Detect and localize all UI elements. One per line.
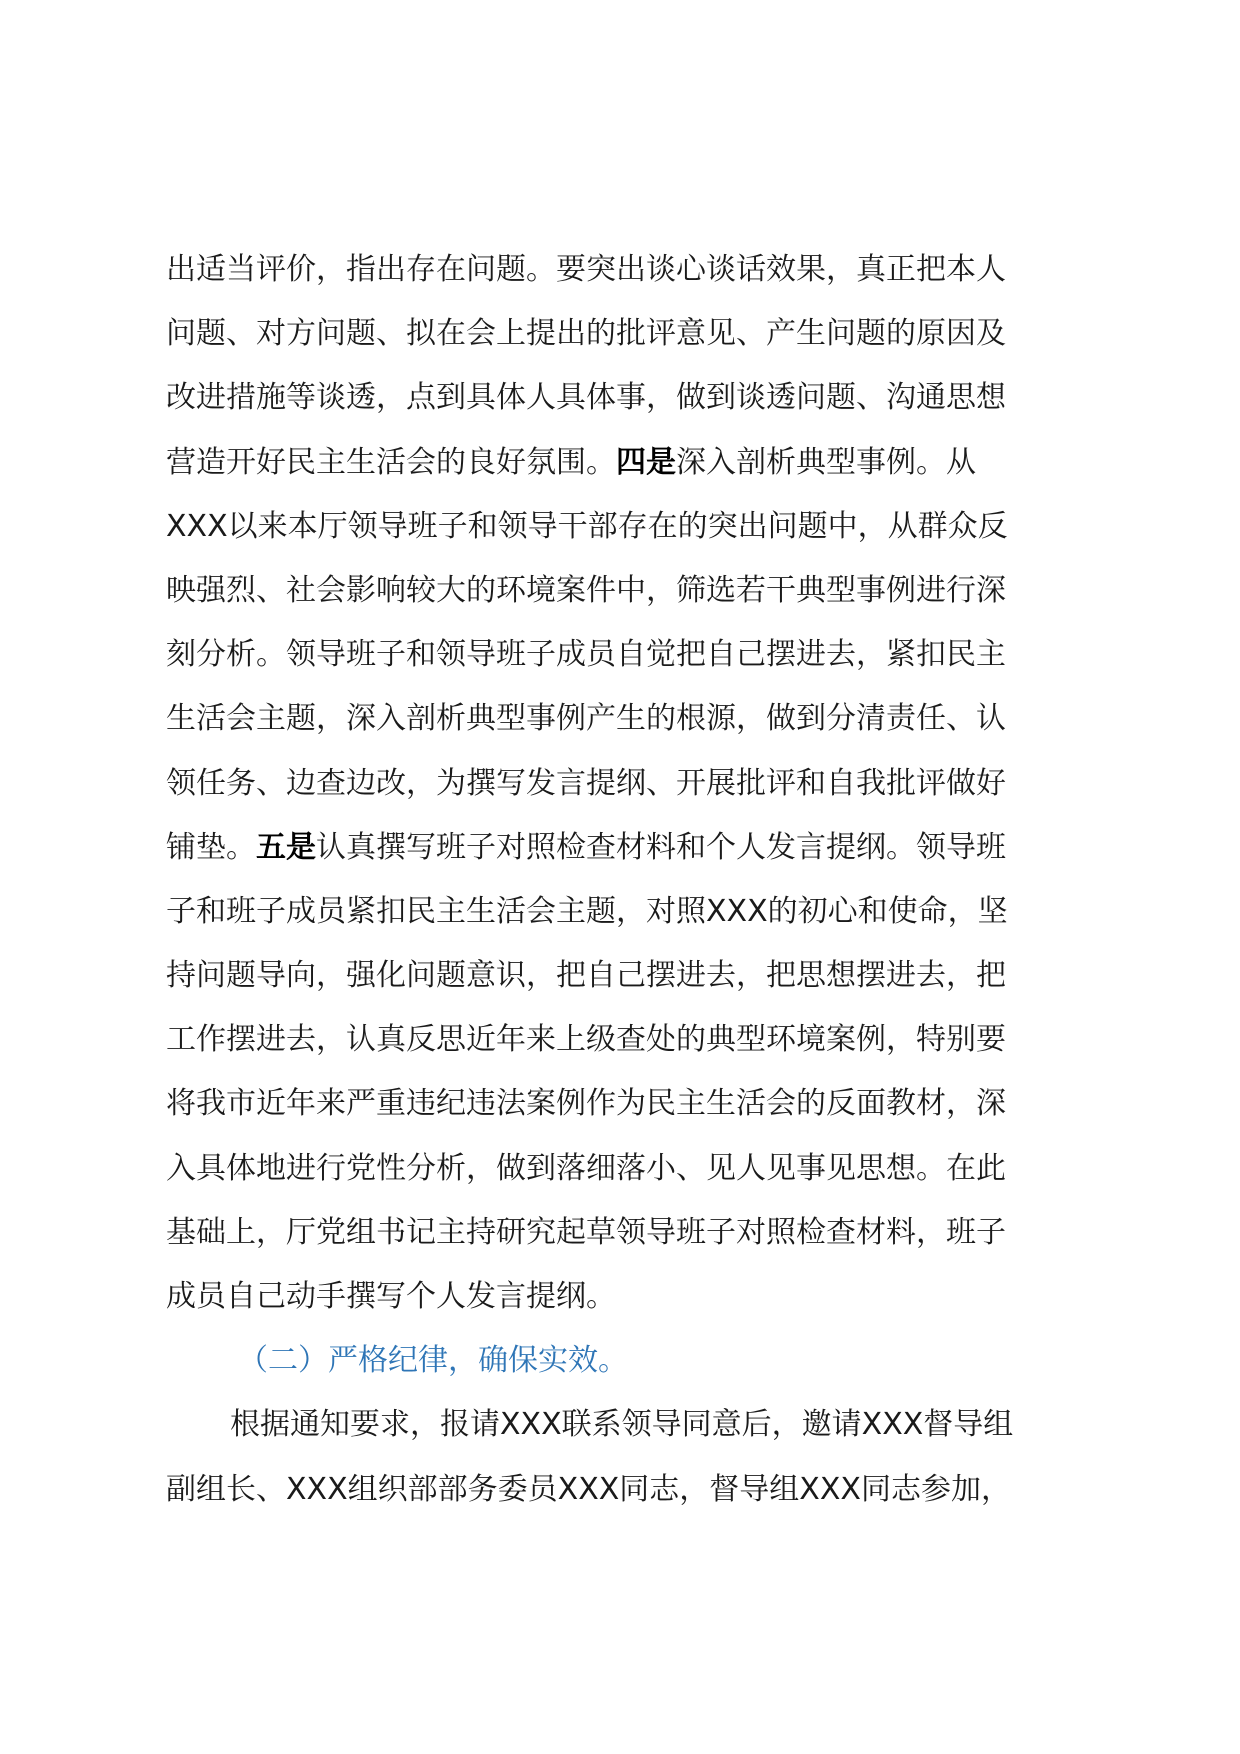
text-line: 问题、对方问题、拟在会上提出的批评意见、产生问题的原因及 — [166, 316, 1006, 352]
line-text: 铺垫。 — [166, 829, 256, 865]
emphasis-four: 四是 — [616, 444, 676, 480]
emphasis-five: 五是 — [256, 829, 316, 865]
text-line: 映强烈、社会影响较大的环境案件中，筛选若干典型事例进行深 — [166, 572, 1006, 608]
text-line: 副组长、XXX组织部部务委员XXX同志，督导组XXX同志参加， — [166, 1471, 1011, 1507]
text-line: 领任务、边查边改，为撰写发言提纲、开展批评和自我批评做好 — [166, 765, 1006, 801]
body-text — [166, 238, 1106, 1522]
line-text: 营造开好民主生活会的良好氛围。 — [166, 444, 616, 480]
text-line: XXX以来本厅领导班子和领导干部存在的突出问题中，从群众反 — [166, 508, 1008, 544]
line-text: 认真撰写班子对照检查材料和个人发言提纲。领导班 — [316, 829, 1006, 865]
text-line: 出适当评价，指出存在问题。要突出谈心谈话效果，真正把本人 — [166, 252, 1006, 287]
text-line: 基础上，厅党组书记主持研究起草领导班子对照检查材料，班子 — [166, 1214, 1006, 1250]
text-line — [166, 431, 1106, 495]
text-line: 成员自己动手撰写个人发言提纲。 — [166, 1279, 616, 1314]
text-line: 改进措施等谈透，点到具体人具体事，做到谈透问题、沟通思想 — [166, 380, 1006, 416]
section-heading: （二）严格纪律，确保实效。 — [238, 1343, 628, 1379]
text-line: 刻分析。领导班子和领导班子成员自觉把自己摆进去，紧扣民主 — [166, 637, 1006, 673]
text-line — [166, 816, 1106, 880]
text-line: 持问题导向，强化问题意识，把自己摆进去，把思想摆进去，把 — [166, 958, 1006, 994]
text-line: 工作摆进去，认真反思近年来上级查处的典型环境案例，特别要 — [166, 1022, 1006, 1058]
text-line: 将我市近年来严重违纪违法案例作为民主生活会的反面教材，深 — [166, 1086, 1006, 1122]
line-text: 深入剖析典型事例。从 — [676, 444, 976, 480]
text-line: 子和班子成员紧扣民主生活会主题，对照XXX的初心和使命，坚 — [166, 893, 1008, 929]
paragraph-first-line: 根据通知要求，报请XXX联系领导同意后，邀请XXX督导组 — [230, 1407, 1014, 1443]
text-line: 入具体地进行党性分析，做到落细落小、见人见事见思想。在此 — [166, 1150, 1006, 1186]
text-line: 生活会主题，深入剖析典型事例产生的根源，做到分清责任、认 — [166, 701, 1006, 737]
